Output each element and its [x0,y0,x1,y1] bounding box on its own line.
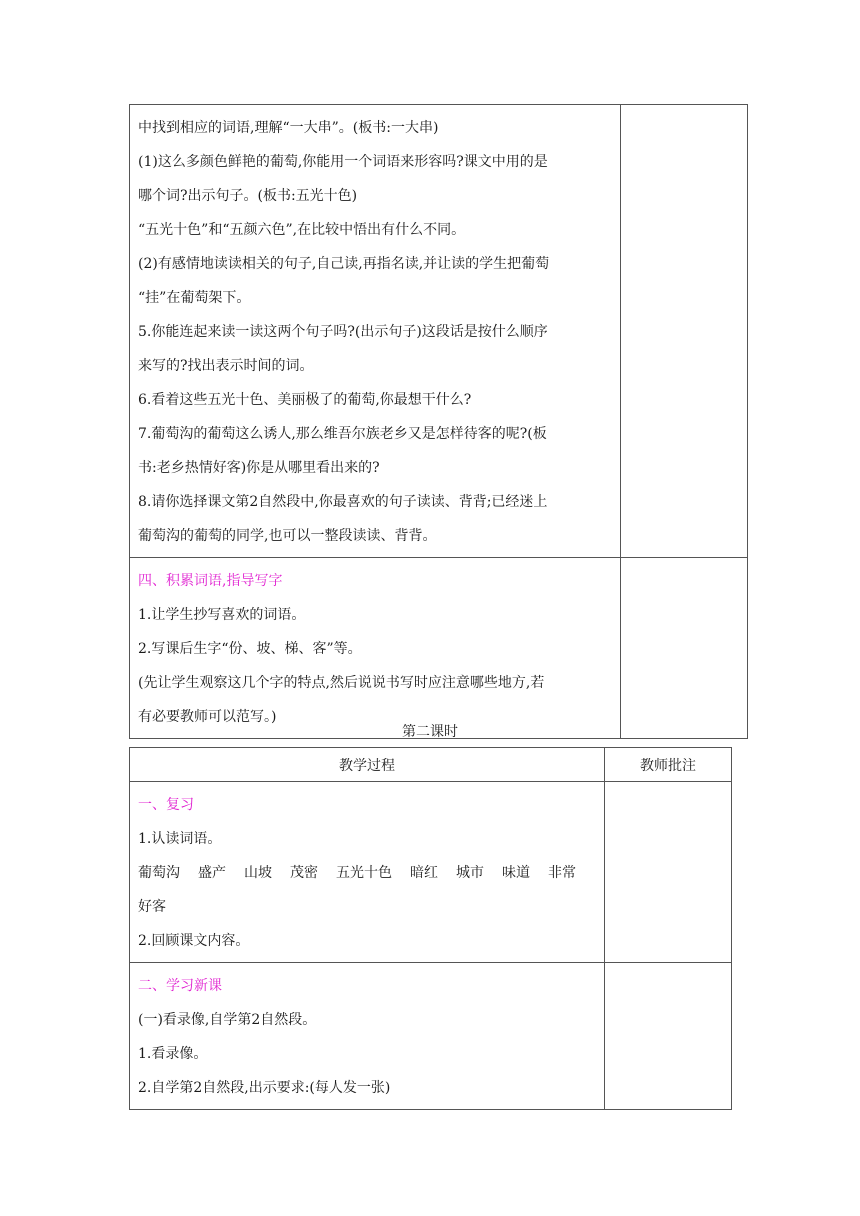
word: 好客 [138,899,166,915]
process-cell [130,558,621,739]
lesson-table-part2 [129,747,732,1110]
text-line: “挂”在葡萄架下。 [138,290,251,306]
text-line: 书:老乡热情好客)你是从哪里看出来的? [138,460,380,476]
word: 暗红 [410,865,438,881]
teacher-notes-cell [605,963,732,1110]
text-line: 8.请你选择课文第2自然段中,你最喜欢的句子读读、背背;已经迷上 [138,494,548,510]
word-list [138,856,596,890]
text-line: 来写的?找出表示时间的词。 [138,358,314,374]
text-line: (2)有感情地读读相关的句子,自己读,再指名读,并让读的学生把葡萄 [138,256,550,272]
text-line: 6.看着这些五光十色、美丽极了的葡萄,你最想干什么? [138,392,472,408]
section-heading: 四、积累词语,指导写字 [138,573,283,589]
word: 城市 [456,865,484,881]
text-line: “五光十色”和“五颜六色”,在比较中悟出有什么不同。 [138,222,466,238]
word: 非常 [548,865,576,881]
text-line: 7.葡萄沟的葡萄这么诱人,那么维吾尔族老乡又是怎样待客的呢?(板 [138,426,547,442]
text-line: 1.认读词语。 [138,831,222,847]
text-line: 1.让学生抄写喜欢的词语。 [138,607,306,623]
text-line: 2.自学第2自然段,出示要求:(每人发一张) [138,1080,391,1096]
text-line: (一)看录像,自学第2自然段。 [138,1012,317,1028]
teacher-notes-cell [621,105,748,558]
text-line: 5.你能连起来读一读这两个句子吗?(出示句子)这段话是按什么顺序 [138,324,548,340]
process-cell [130,963,605,1110]
text-line: 有必要教师可以范写。) [138,709,277,725]
word: 葡萄沟 [138,865,180,881]
word: 盛产 [198,865,226,881]
lesson-table-part1 [129,104,748,739]
process-cell [130,782,605,963]
text-line: (1)这么多颜色鲜艳的葡萄,你能用一个词语来形容吗?课文中用的是 [138,154,548,170]
text-line: 1.看录像。 [138,1046,208,1062]
teacher-notes-cell [605,782,732,963]
word: 山坡 [244,865,272,881]
text-line: 中找到相应的词语,理解“一大串”。(板书:一大串) [138,120,439,136]
header-process: 教学过程 [130,748,605,782]
text-line: (先让学生观察这几个字的特点,然后说说书写时应注意哪些地方,若 [138,675,545,691]
teacher-notes-cell [621,558,748,739]
text-line: 2.回顾课文内容。 [138,933,250,949]
word: 茂密 [290,865,318,881]
text-line: 哪个词?出示句子。(板书:五光十色) [138,188,358,204]
section-heading: 一、复习 [138,797,194,813]
text-line: 2.写课后生字“份、坡、梯、客”等。 [138,641,362,657]
lesson-caption: 第二课时 [402,724,458,740]
process-cell [130,105,621,558]
header-notes: 教师批注 [605,748,732,782]
word: 味道 [502,865,530,881]
section-heading: 二、学习新课 [138,978,222,994]
text-line: 葡萄沟的葡萄的同学,也可以一整段读读、背背。 [138,528,437,544]
word: 五光十色 [336,865,392,881]
